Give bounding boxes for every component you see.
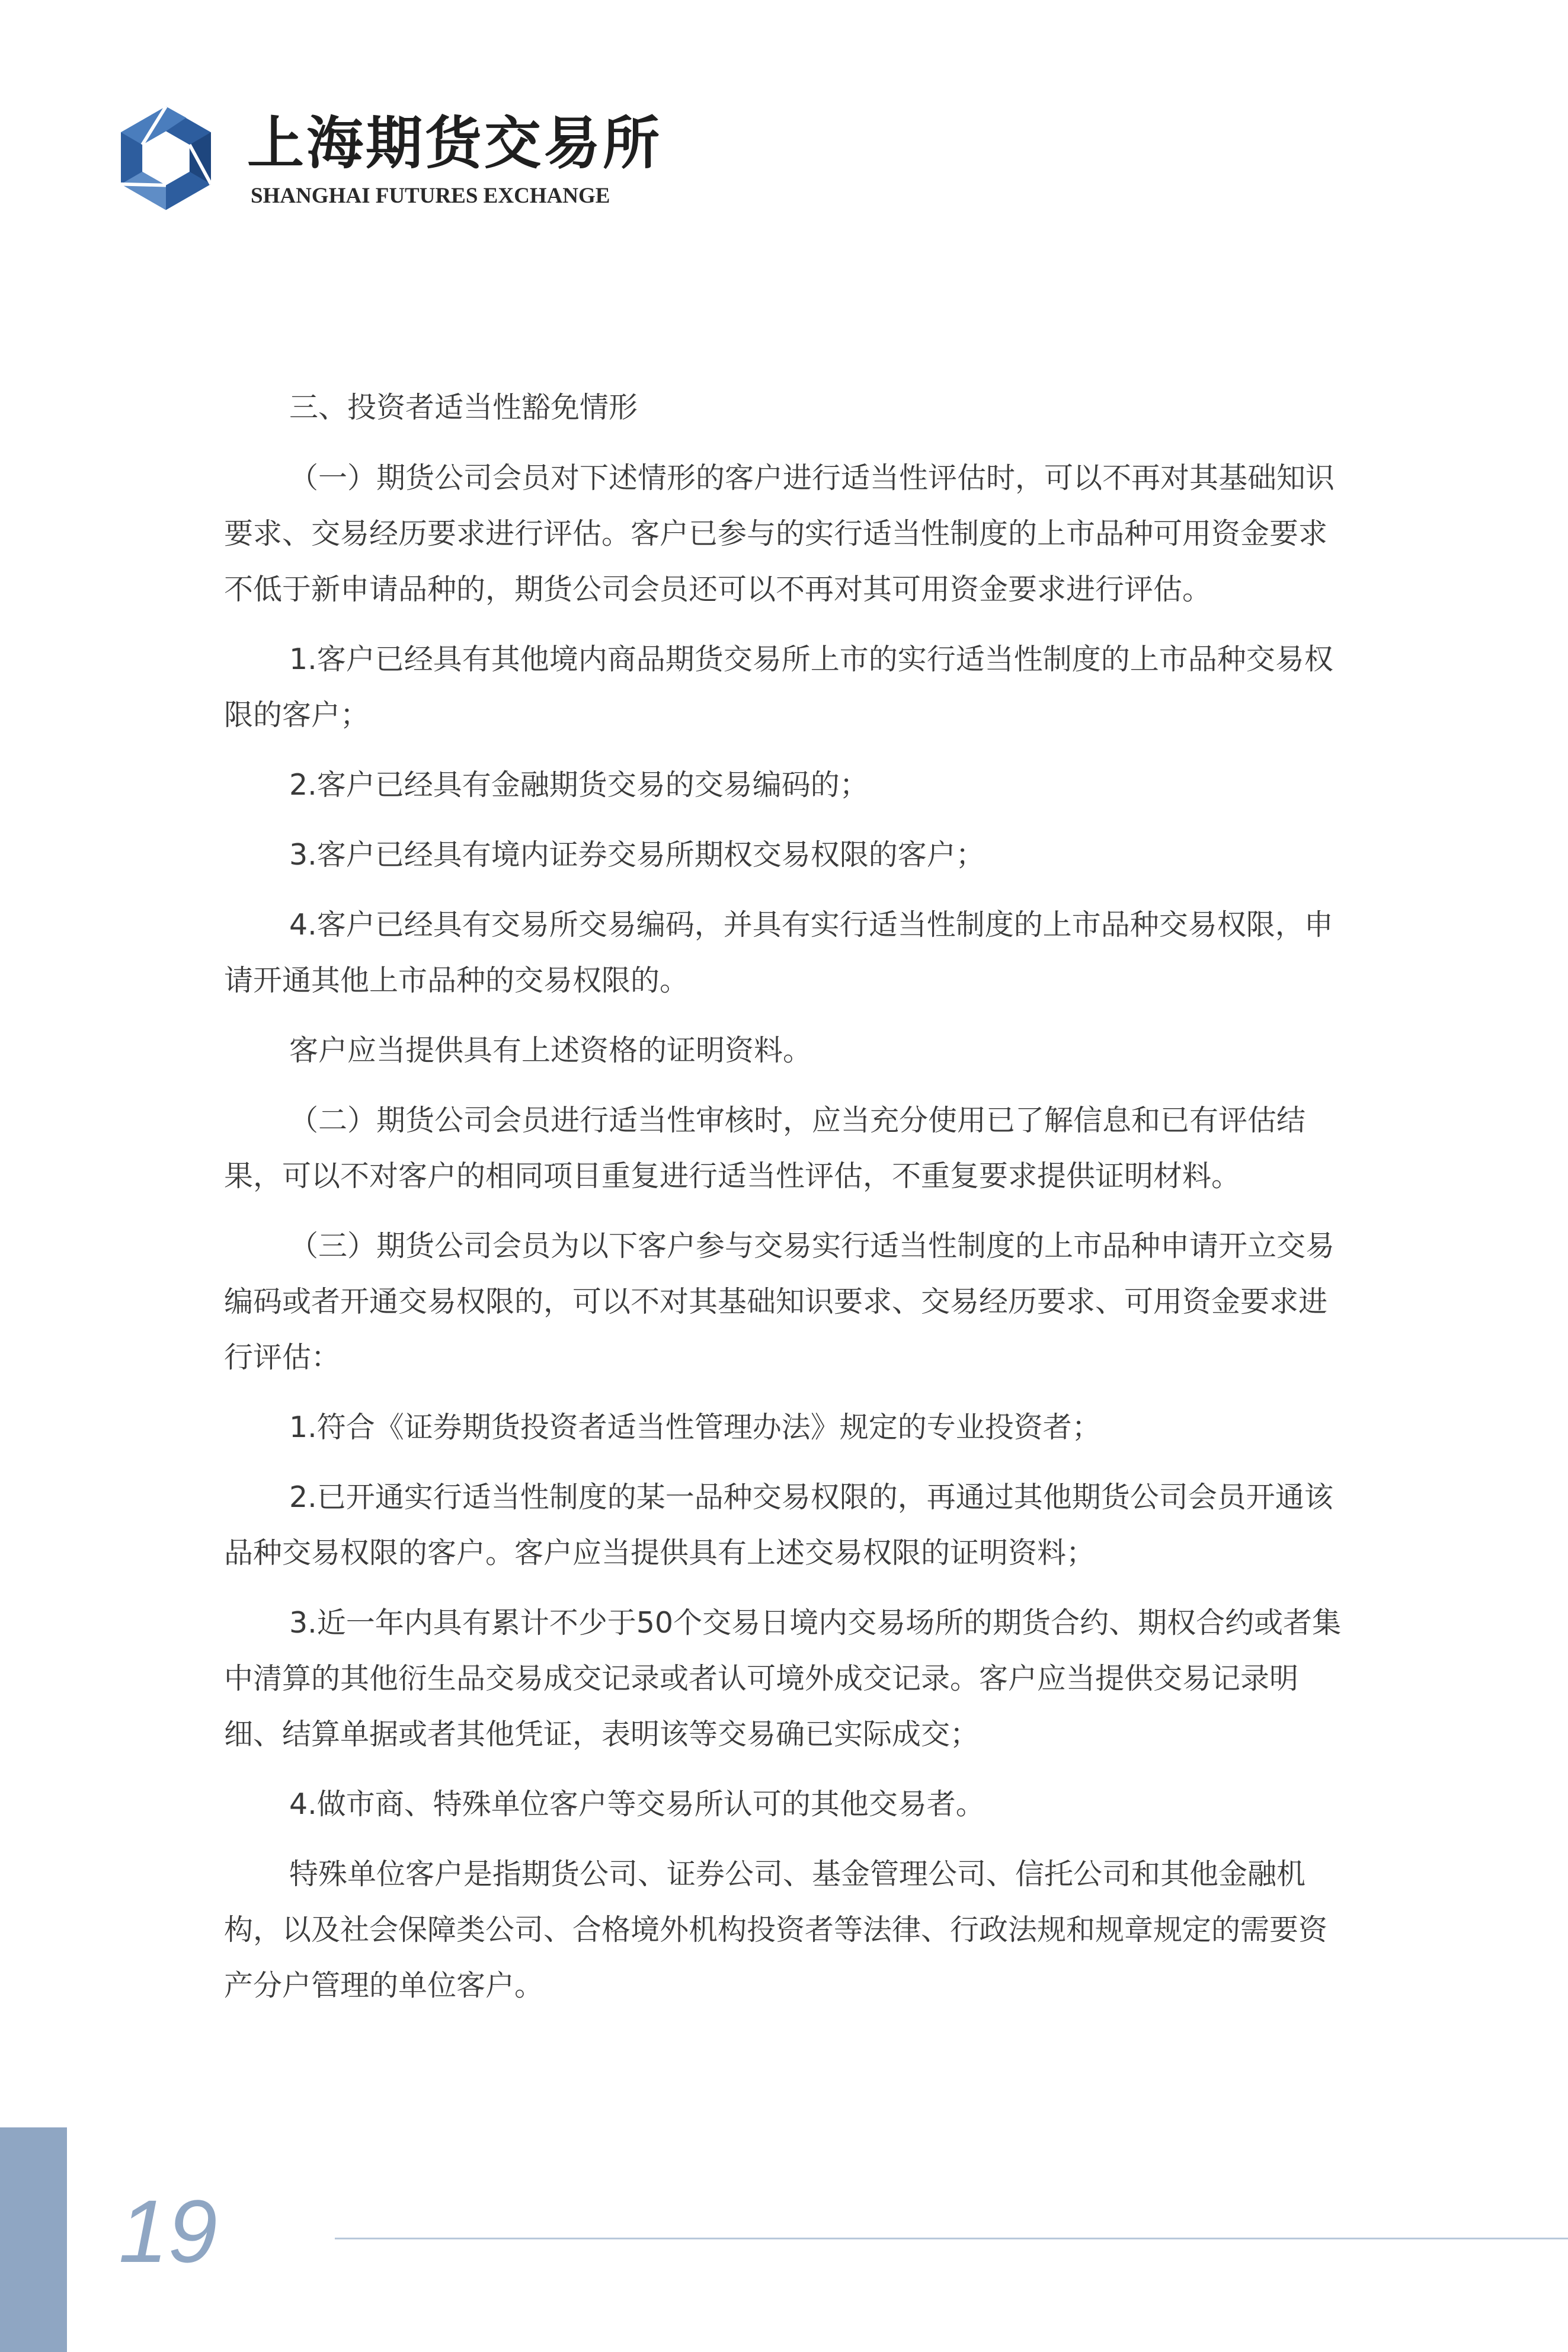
paragraph-13: 特殊单位客户是指期货公司、证券公司、基金管理公司、信托公司和其他金融机构，以及社会保障类公司、合格境外机构投资者等法律、行政法规和规章规定的需要资产分户管理的单位客户。 [224, 1857, 1328, 2002]
page-number: 19 [119, 2181, 217, 2281]
paragraph-2: 1.客户已经具有其他境内商品期货交易所上市的实行适当性制度的上市品种交易权限的客户； [224, 642, 1333, 732]
footer-divider [335, 2238, 1568, 2239]
paragraph-7: （二）期货公司会员进行适当性审核时，应当充分使用已了解信息和已有评估结果，可以不对客户的相同项目重复进行适当性评估，不重复要求提供证明材料。 [224, 1103, 1306, 1193]
paragraph-11: 3.近一年内具有累计不少于50个交易日境内交易场所的期货合约、期权合约或者集中清算的其他衍生品交易成交记录或者认可境外成交记录。客户应当提供交易记录明细、结算单据或者其他凭证，表明该等交易确已实际成交； [224, 1606, 1342, 1751]
section-heading: 三、投资者适当性豁免情形 [289, 391, 638, 424]
footer-accent-bar [0, 2127, 67, 2352]
logo-chinese-name: 上海期货交易所 [247, 110, 662, 177]
paragraph-4: 3.客户已经具有境内证券交易所期权交易权限的客户； [289, 838, 985, 872]
document-body [224, 379, 1344, 2028]
paragraph-6: 客户应当提供具有上述资格的证明资料。 [289, 1033, 812, 1067]
paragraph-12: 4.做市商、特殊单位客户等交易所认可的其他交易者。 [289, 1787, 985, 1821]
paragraph-10: 2.已开通实行适当性制度的某一品种交易权限的，再通过其他期货公司会员开通该品种交易权限的客户。客户应当提供具有上述交易权限的证明资料； [224, 1480, 1333, 1570]
paragraph-1: （一）期货公司会员对下述情形的客户进行适当性评估时，可以不再对其基础知识要求、交易经历要求进行评估。客户已参与的实行适当性制度的上市品种可用资金要求不低于新申请品种的，期货公司会员还可以不再对其可用资金要求进行评估。 [224, 461, 1335, 606]
paragraph-9: 1.符合《证券期货投资者适当性管理办法》规定的专业投资者； [289, 1410, 1101, 1444]
hexagon-logo-icon [110, 102, 222, 215]
paragraph-3: 2.客户已经具有金融期货交易的交易编码的； [289, 768, 869, 802]
exchange-logo [110, 102, 662, 220]
logo-english-name: SHANGHAI FUTURES EXCHANGE [251, 184, 610, 208]
paragraph-8: （三）期货公司会员为以下客户参与交易实行适当性制度的上市品种申请开立交易编码或者开通交易权限的，可以不对其基础知识要求、交易经历要求、可用资金要求进行评估： [224, 1229, 1335, 1374]
paragraph-5: 4.客户已经具有交易所交易编码，并具有实行适当性制度的上市品种交易权限，申请开通其他上市品种的交易权限的。 [224, 908, 1333, 997]
